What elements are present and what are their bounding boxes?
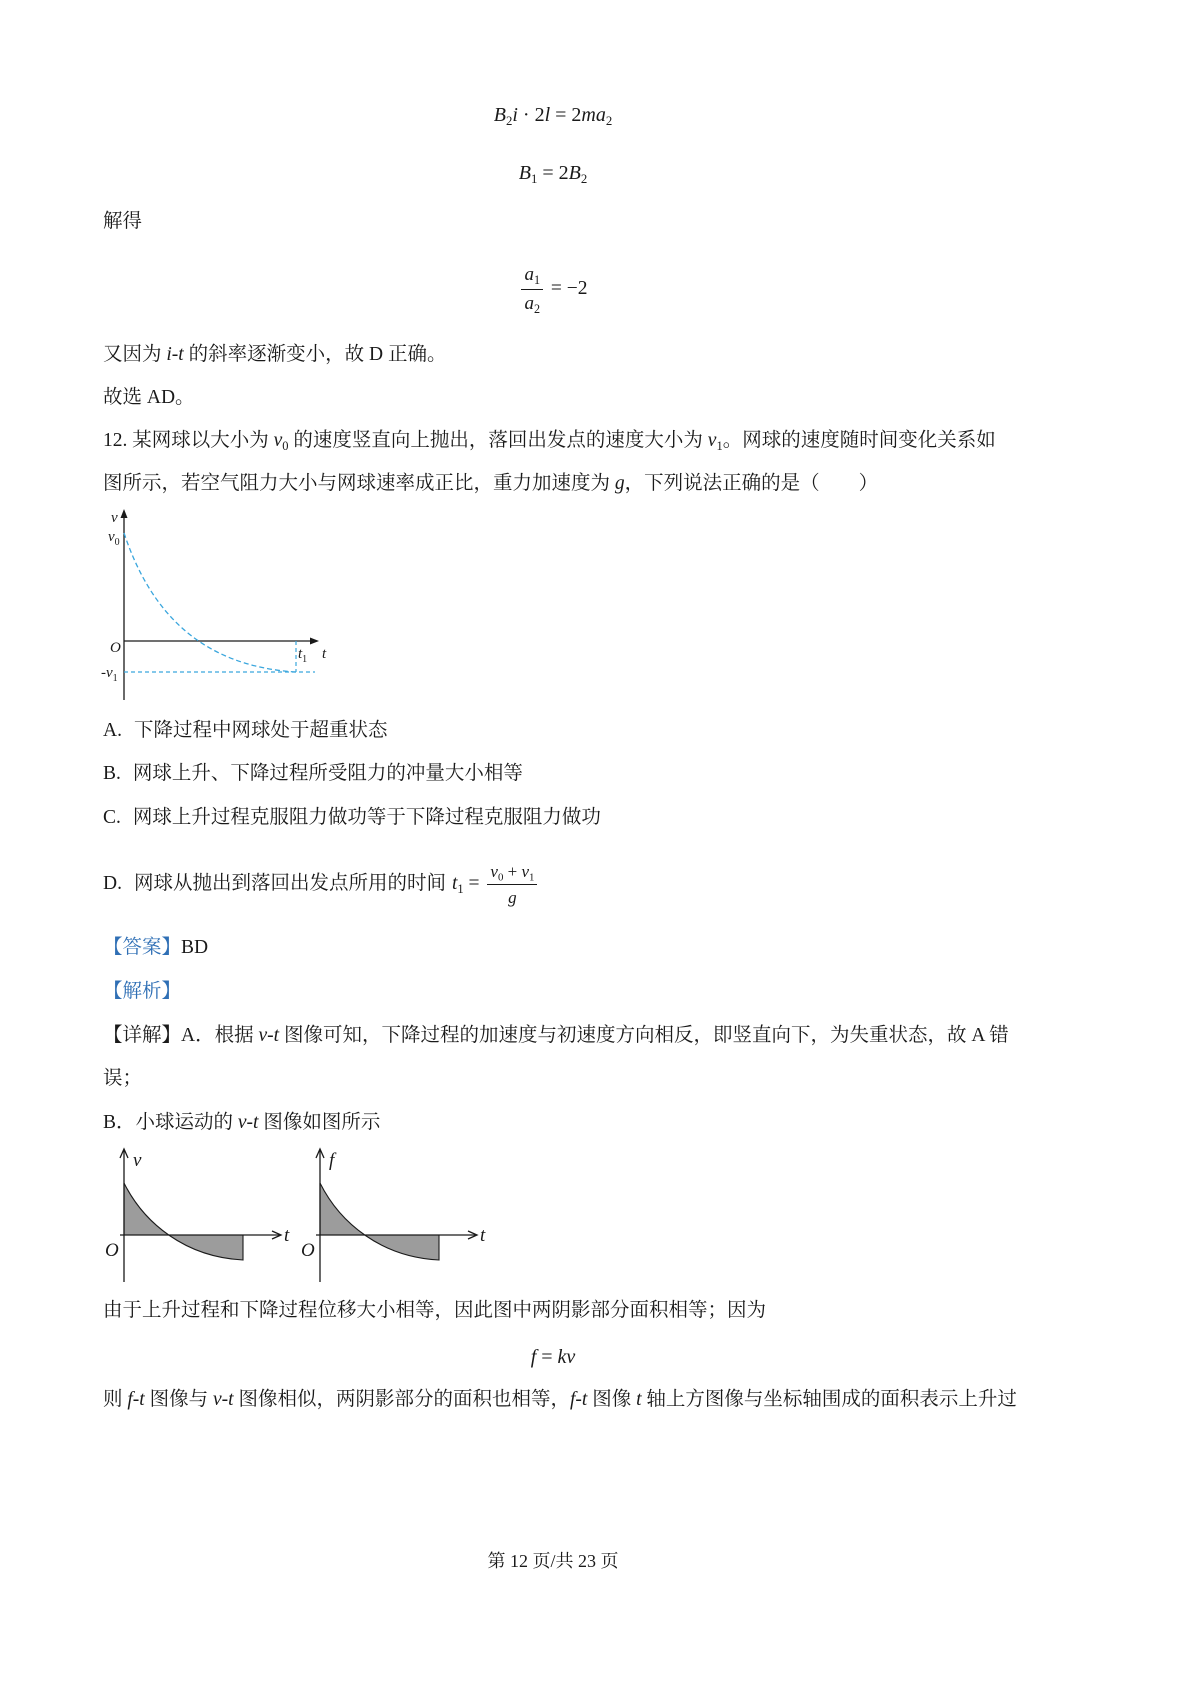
f-axis-label: f <box>329 1150 335 1171</box>
symbol-v: v <box>273 430 283 451</box>
minus-sign: - <box>101 665 106 681</box>
text-run: 轴上方图像与坐标轴围成的面积表示上升过 <box>641 1389 1017 1410</box>
fraction-total-time <box>487 859 537 910</box>
equation-operator: · 2 <box>517 104 545 126</box>
shaded-area <box>124 1183 243 1260</box>
symbol-v: v <box>521 862 530 882</box>
text-run: 又因为 <box>103 344 167 365</box>
analysis-label: 【解析】 <box>103 981 182 1002</box>
subscript: 1 <box>530 172 538 187</box>
text-run: 某网球以大小为 <box>127 430 274 451</box>
solve-label: 解得 <box>103 211 143 232</box>
option-letter: D. <box>103 873 122 894</box>
subscript: 2 <box>580 172 588 187</box>
symbol-g: g <box>614 473 625 494</box>
reason-line: 由于上升过程和下降过程位移大小相等，因此图中两阴影部分面积相等；因为 <box>103 1300 767 1321</box>
equation-accel-ratio <box>103 256 1003 322</box>
equals-sign: = <box>536 1346 558 1368</box>
t-axis-label: t <box>480 1225 486 1246</box>
symbol-l: l <box>544 104 551 126</box>
symbol-a: a <box>524 293 534 315</box>
text-run: 图像相似，两阴影部分的面积也相等， <box>233 1389 570 1410</box>
v-axis-label: v <box>133 1150 142 1171</box>
t-axis-label: t <box>284 1225 290 1246</box>
v0-label <box>108 529 120 548</box>
symbol-v-t: v-t <box>213 1389 234 1410</box>
question-number: 12. <box>103 430 128 451</box>
v-axis-label: v <box>111 510 118 526</box>
neg-v1-label <box>101 665 118 684</box>
symbol-v: v <box>490 862 498 882</box>
fraction-denominator <box>487 885 537 910</box>
subscript: 2 <box>533 301 541 316</box>
option-letter: B. <box>103 763 121 784</box>
symbol-v: v <box>106 665 113 681</box>
text-run: 则 <box>103 1389 128 1410</box>
text-run: 图像 <box>587 1389 637 1410</box>
subscript: 1 <box>457 881 464 896</box>
option-d <box>103 852 1003 916</box>
vt-shaded-figure <box>100 1145 295 1287</box>
subscript: 1 <box>302 654 308 665</box>
plus-sign: + <box>503 862 522 882</box>
question-line-2 <box>103 469 1003 499</box>
symbol-v: v <box>707 430 717 451</box>
text-run: 图像可知，下降过程的加速度与初速度方向相反，即竖直向下，为失重状态，故 A 错 <box>279 1025 1009 1046</box>
option-text: 网球上升、下降过程所受阻力的冲量大小相等 <box>132 763 523 784</box>
symbol-f-t: f-t <box>569 1389 588 1410</box>
velocity-curve <box>124 533 296 672</box>
shaded-area <box>320 1183 439 1260</box>
origin-label: O <box>105 1240 119 1261</box>
symbol-t: t <box>298 646 303 662</box>
answer-label: 【答案】 <box>103 937 182 958</box>
fraction-a1-a2 <box>521 261 543 318</box>
answer-value: BD <box>181 937 209 958</box>
page-footer: 第 12 页/共 23 页 <box>487 1551 619 1571</box>
velocity-time-figure <box>100 506 335 706</box>
option-text: 网球从抛出到落回出发点所用的时间 <box>133 873 446 894</box>
detail-line-1 <box>103 1021 1009 1051</box>
text-run: ，下列说法正确的是（ ） <box>624 473 879 494</box>
symbol-a: a <box>524 264 534 286</box>
symbol-f: f <box>530 1346 537 1368</box>
subscript: 1 <box>529 871 535 884</box>
symbol-kv: kv <box>557 1346 576 1368</box>
symbol-t: t <box>636 1389 642 1410</box>
fraction-denominator <box>521 290 543 318</box>
slope-note <box>103 340 1003 370</box>
symbol-v-t: v-t <box>258 1025 280 1046</box>
text-run: 图像与 <box>144 1389 213 1410</box>
fraction-numerator <box>521 261 543 290</box>
option-text: 下降过程中网球处于超重状态 <box>133 720 388 741</box>
subscript: 1 <box>112 673 118 684</box>
text-run: 的斜率逐渐变小，故 D 正确。 <box>183 344 447 365</box>
part-b-line <box>103 1108 1003 1138</box>
equals-sign: = <box>463 873 485 894</box>
option-letter: A. <box>103 720 122 741</box>
symbol-g: g <box>508 888 517 908</box>
subscript: 2 <box>605 114 613 129</box>
choice-note: 故选 AD。 <box>103 387 195 408</box>
symbol-v-t: v-t <box>237 1112 259 1133</box>
origin-label: O <box>301 1240 315 1261</box>
symbol-b: B <box>568 162 581 184</box>
equation-b2-force <box>103 100 1003 130</box>
equation-operator: = 2 <box>537 162 569 184</box>
text-run: B．小球运动的 <box>103 1112 238 1133</box>
symbol-t: t <box>451 873 458 894</box>
subscript: 0 <box>282 438 289 453</box>
question-line-1 <box>103 426 1003 456</box>
text-run: A．根据 <box>181 1025 259 1046</box>
t-axis-label: t <box>322 646 327 662</box>
detail-line-2: 误； <box>103 1068 143 1089</box>
text-run: 。网球的速度随时间变化关系如 <box>722 430 996 451</box>
text-run: 的速度竖直向上抛出，落回出发点的速度大小为 <box>288 430 708 451</box>
subscript: 0 <box>114 537 120 548</box>
origin-label: O <box>110 640 121 656</box>
subscript: 0 <box>497 871 504 884</box>
ft-shaded-figure <box>296 1145 491 1287</box>
equation-f-kv <box>103 1342 1003 1372</box>
symbol-v: v <box>108 529 115 545</box>
detail-label: 【详解】 <box>103 1025 182 1046</box>
t-axis-arrow-icon <box>310 638 319 645</box>
option-b <box>103 759 1003 789</box>
symbol-ma: ma <box>581 104 606 126</box>
option-letter: C. <box>103 807 121 828</box>
equation-rhs: = −2 <box>546 278 588 299</box>
option-text: 网球上升过程克服阻力做功等于下降过程克服阻力做功 <box>132 807 601 828</box>
symbol-i-t: i-t <box>166 344 184 365</box>
equation-b1-b2 <box>103 158 1003 188</box>
text-run: 图像如图所示 <box>258 1112 381 1133</box>
fraction-numerator <box>487 859 537 885</box>
conclusion-line <box>103 1385 1017 1415</box>
symbol-b: B <box>493 104 506 126</box>
subscript: 2 <box>505 114 513 129</box>
symbol-i: i <box>512 104 518 126</box>
text-run: 图所示，若空气阻力大小与网球速率成正比，重力加速度为 <box>103 473 615 494</box>
option-c <box>103 803 1003 833</box>
option-a <box>103 716 1003 746</box>
subscript: 1 <box>533 272 541 287</box>
t1-label <box>298 646 307 665</box>
subscript: 1 <box>716 438 723 453</box>
v-axis-arrow-icon <box>121 509 128 518</box>
equation-operator: = 2 <box>550 104 582 126</box>
symbol-b: B <box>518 162 531 184</box>
symbol-f-t: f-t <box>127 1389 145 1410</box>
answer-line <box>103 933 1003 963</box>
